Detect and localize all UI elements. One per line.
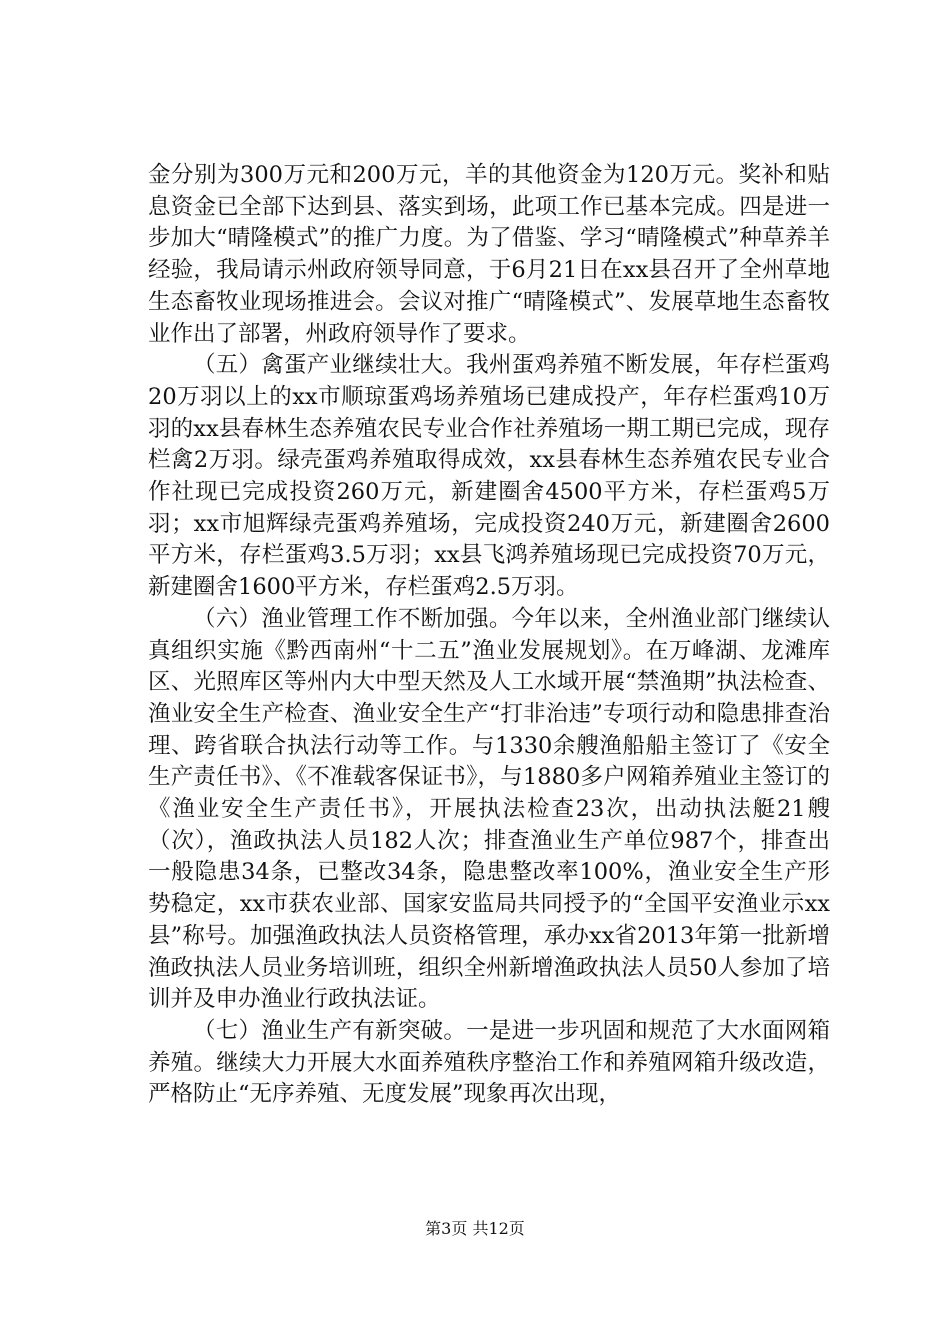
paragraph-fishery-management: （六）渔业管理工作不断加强。今年以来，全州渔业部门继续认真组织实施《黔西南州“十二五”渔业发展规划》。在万峰湖、龙滩库区、光照库区等州内大中型天然及人工水域开展“禁渔期”执法检查、渔业安全生产检查、渔业安全生产“打非治违”专项行动和隐患排查治理、跨省联合执法行动等工作。与1330余艘渔船船主签订了《安全生产责任书》、《不准载客保证书》，与1880多户网箱养殖业主签订的《渔业安全生产责任书》，开展执法检查23次，出动执法艇21艘（次），渔政执法人员182人次；排查渔业生产单位987个，排查出一般隐患34条，已整改34条，隐患整改率100%，渔业安全生产形势稳定，xx市获农业部、国家安监局共同授予的“全国平安渔业示xx县”称号。加强渔政执法人员资格管理，承办xx省2013年第一批新增渔政执法人员业务培训班，组织全州新增渔政执法人员50人参加了培训并及申办渔业行政执法证。: [148, 605, 830, 1013]
paragraph-fishery-production: （七）渔业生产有新突破。一是进一步巩固和规范了大水面网箱养殖。继续大力开展大水面养殖秩序整治工作和养殖网箱升级改造，严格防止“无序养殖、无度发展”现象再次出现，: [148, 1017, 830, 1108]
page-number-footer: 第3页 共12页: [425, 1219, 525, 1238]
paragraph-poultry-eggs: （五）禽蛋产业继续壮大。我州蛋鸡养殖不断发展，年存栏蛋鸡20万羽以上的xx市顺琼蛋鸡场养殖场已建成投产，年存栏蛋鸡10万羽的xx县春林生态养殖农民专业合作社养殖场一期工期已完成，现存栏禽2万羽。绿壳蛋鸡养殖取得成效，xx县春林生态养殖农民专业合作社现已完成投资260万元，新建圈舍4500平方米，存栏蛋鸡5万羽；xx市旭辉绿壳蛋鸡养殖场，完成投资240万元，新建圈舍2600平方米，存栏蛋鸡3.5万羽；xx县飞鸿养殖场现已完成投资70万元，新建圈舍1600平方米，存栏蛋鸡2.5万羽。: [148, 352, 830, 601]
paragraph-continuation: 金分别为300万元和200万元，羊的其他资金为120万元。奖补和贴息资金已全部下达到县、落实到场，此项工作已基本完成。四是进一步加大“晴隆模式”的推广力度。为了借鉴、学习“晴隆模式”种草养羊经验，我局请示州政府领导同意，于6月21日在xx县召开了全州草地生态畜牧业现场推进会。会议对推广“晴隆模式”、发展草地生态畜牧业作出了部署，州政府领导作了要求。: [148, 162, 830, 347]
document-body: [148, 160, 830, 1111]
